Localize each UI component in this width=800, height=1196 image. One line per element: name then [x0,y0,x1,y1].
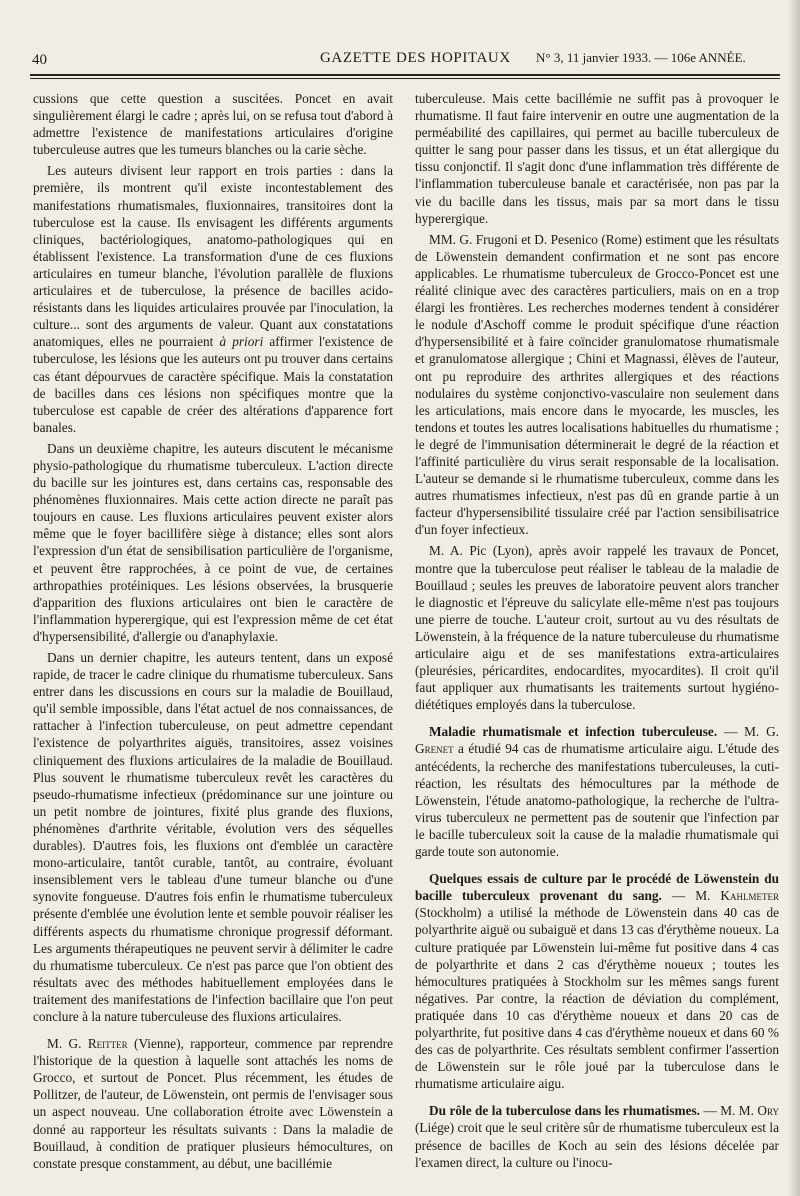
author-name: M. G. Reitter [47,1036,128,1052]
italic-text: à priori [219,334,264,350]
issue-info: N° 3, 11 janvier 1933. — 106e ANNÉE. [536,50,746,65]
header-rule-thin [30,78,780,79]
header-rule-thick [30,74,780,76]
paragraph: cussions que cette question a suscitées. Poncet en avait singulièrement élargi le cadre ; après lui, on se refusa tout d'abord à admettre l'existence de manifestations articulaires d'origine tuberculeuse autres que les tumeurs blanches ou la carie sèche. [33,91,393,158]
paragraph: Dans un dernier chapitre, les auteurs tentent, dans un exposé rapide, de tracer le cadre clinique du rhumatisme tuberculeux. Sans entrer dans les discussions en cours sur la maladie de Bouillaud, qu'il semble impossible, dans l'état actuel de nos connaissances, de rattacher à l'infection tuberculeuse, on peut admettre cependant l'existence de polyarthrites aiguës, transitoires, assez voisines cliniquement des fluxions articulaires de la maladie de Bouillaud. Plus souvent le rhumatisme tuberculeux revêt les caractères du pseudo-rhumatisme infectieux (prédominance sur une jointure ou un petit nombre de jointures, fixité plus grande des fluxions, phénomènes d'arthrite véritable, évolution vers des séquelles durables). D'autres fois, les fluxions ont d'emblée un caractère mono-articulaire, tantôt curable, tantôt, au contraire, évoluant insensiblement vers le tableau d'une tumeur blanche ou d'une synovite fongueuse. D'autres fois enfin le rhumatisme tuberculeux présente d'emblée une évolution lente et semble pouvoir réaliser les différents aspects du rhumatisme chronique progressif déformant. Les arguments thérapeutiques ne peuvent servir à délimiter le cadre du rhumatisme tuberculeux. Ce n'est pas parce que l'on obtient des résultats avec des méthodes habituellement employées dans le traitement des manifestations de l'infection bacillaire que l'on peut conclure à la nature tuberculeuse des fluxions articulaires. [33,650,393,1024]
paragraph [415,1102,779,1170]
journal-title: GAZETTE DES HOPITAUX [320,50,511,66]
binding-shadow [788,0,800,1196]
paragraph [33,1035,393,1172]
text-run: (Vienne), rapporteur, commence par reprendre l'historique de la question à laquelle sont attachés les noms de Grocco, et surtout de Poncet. Plus récemment, les études de Pollitzer, de l'auteur, de Löwenstein, ont permis de l'envisager sous un aspect nouveau. Une collaboration étroite avec Löwenstein a donné au rapporteur les résultats suivants : Dans la maladie de Bouillaud, à condition de pratiquer plusieurs hémocultures, on constate presque constamment, au début, une bacillémie [33,1036,393,1171]
author-name: — M. G. Grenet [415,724,779,757]
paragraph: Dans un deuxième chapitre, les auteurs discutent le mécanisme physio-pathologique du rhumatisme tuberculeux. L'action directe du bacille sur les jointures est, dans certains cas, responsable des phénomènes fluxionnaires. Mais cette action directe ne paraît pas toujours en cause. Les fluxions articulaires peuvent exister alors même que le foyer bacillifère siège à distance; elles sont alors l'expression d'un état de sensibilisation particulière de l'organisme, et peuvent être rapprochées, à ce point de vue, de certaines arthropathies protéiniques. Les lésions observées, la brusquerie d'apparition des fluxions articulaires ont bien le caractère de l'inflammation hyperergique, qui est l'expression même de cet état d'hypersensibilité, d'allergie ou d'anaphylaxie. [33,440,393,644]
paragraph: tuberculeuse. Mais cette bacillémie ne suffit pas à provoquer le rhumatisme. Il faut faire intervenir en outre une augmentation de la perméabilité des capillaires, qui permet au bacille tuberculeux de quitter le sang pour passer dans les tissus, et un état allergique du tissu conjonctif. Il s'agit donc d'une inflammation très différente de l'inflammation tuberculeuse banale et caractérisée, non pas par la vie du bacille dans les tissus, mais par sa mort dans le tissu hyperergique. [415,91,779,226]
page-number: 40 [32,52,47,68]
author-name: — M. Kahlmeter [661,888,779,904]
text-run: (Liége) croit que le seul critère sûr de rhumatisme tuberculeux est la présence de bacilles de Koch au sein des lésions décelée par l'examen direct, la culture ou l'inocu- [415,1120,779,1170]
page-header [28,50,780,70]
section-heading: Quelques essais de culture par le procédé de Löwenstein du bacille tuberculeux provenant du sang. [415,871,779,904]
paragraph [415,870,779,1092]
text-run: a étudié 94 cas de rhumatisme articulaire aigu. L'étude des antécédents, la recherche des manifestations tuberculeuses, la cuti-réaction, les résultats des hémocultures par la méthode de Löwenstein, l'étude anatomo-pathologique, la recherche de l'ultra-virus tuberculeux ne permettent pas de soutenir que l'infection par le bacille tuberculeux soit la cause de la maladie rhumatismale qui garde toute son autonomie. [415,741,779,860]
paragraph: M. A. Pic (Lyon), après avoir rappelé les travaux de Poncet, montre que la tuberculose peut réaliser le tableau de la maladie de Bouillaud ; seules les preuves de laboratoire peuvent alors trancher le diagnostic et l'épreuve du salicylate elle-même n'est pas toujours une pierre de touche. L'auteur croit, surtout au vu des résultats de Löwenstein, à la fréquence de la nature tuberculeuse du rhumatisme articulaire aigu et de ses manifestations extra-articulaires (pleurésies, péricardites, endocardites, myocardites). Il croit qu'il faut appliquer aux rhumatisants les traitements surtout hygiéno-diététiques employés dans la tuberculose. [415,543,779,713]
right-column [415,90,779,1175]
paragraph [33,162,393,436]
text-run: affirmer l'existence de tuberculose, les lésions que les auteurs ont pu trouver dans certains cas étant dépourvues de caractère spécifique. Mais la constatation de bacilles dans ces lésions non spécifiques montre que la tuberculose est capable de créer des altérations d'apparence fort banales. [33,334,393,435]
text-run: (Stockholm) a utilisé la méthode de Löwenstein dans 40 cas de polyarthrite aiguë ou subaiguë et dans 13 cas d'érythème noueux. La culture pratiquée par Löwenstein lui-même fut positive dans 4 cas de polyarthrite et dans 2 cas d'érythème noueux ; toutes les hémocultures pratiquées à Stockholm sur les mêmes sangs furent négatives. Par contre, la réaction de déviation du complément, pratiquée dans 10 cas d'érythème noueux et dans 20 cas de polyarthrite, fut positive dans 4 cas d'érythème noueux et dans 60 % des cas de polyarthrite. Ces résultats semblent confirmer l'assertion de Löwenstein sur le rôle joué par la tuberculose dans le rhumatisme articulaire aigu. [415,905,779,1092]
section-heading: Maladie rhumatismale et infection tuberculeuse. [429,724,718,740]
paragraph [415,723,779,860]
text-run: Les auteurs divisent leur rapport en trois parties : dans la première, ils montrent qu'il existe incontestablement des manifestations rhumatismales, fluxionnaires, transitoires dont la tuberculose est la cause. Ils envisagent les différents arguments cliniques, bactériologiques, anatomo-pathologiques qui en établissent l'existence. La transformation d'une de ces fluxions articulaires en tumeur blanche, l'évolution parallèle de fluxions articulaires et de tuberculose, la présence de bacilles acido-résistants dans les liquides articulaires prouvée par l'inoculation, la culture... sont des arguments de valeur. Quant aux constatations anatomiques, elles ne pourraient [33,163,393,350]
section-heading: Du rôle de la tuberculose dans les rhumatismes. [429,1103,700,1119]
paragraph: MM. G. Frugoni et D. Pesenico (Rome) estiment que les résultats de Löwenstein demandent confirmation et ne sont pas encore applicables. Le rhumatisme tuberculeux de Grocco-Poncet est une réalité clinique avec des caractères particuliers, mais on en a trop élargi les frontières. Les recherches modernes tendent à considérer le nodule d'Aschoff comme le produit spécifique d'une réaction d'hypersensibilité et à faire coïncider granulomatose rhumatismale et granulomatose allergique ; Chini et Magnassi, élèves de l'auteur, ont pu reproduire des arthrites allergiques et des réactions nodulaires du système conjonctivo-vasculaire non seulement dans les articulations, mais encore dans le myocarde, les muscles, les tendons et toutes les autres localisations habituelles du rhumatisme ; le degré de l'immunisation déterminerait le degré de la réaction et l'affinité particulière du virus serait responsable de la localisation. L'auteur se demande si le rhumatisme tuberculeux, comme dans les autres rhumatismes infectieux, n'est pas dû en grande partie à un facteur d'hypersensibilité tissulaire créé par l'action sensibilisatrice d'un foyer infectieux. [415,231,779,538]
author-name: — M. M. Ory [700,1103,779,1119]
left-column [33,90,393,1176]
